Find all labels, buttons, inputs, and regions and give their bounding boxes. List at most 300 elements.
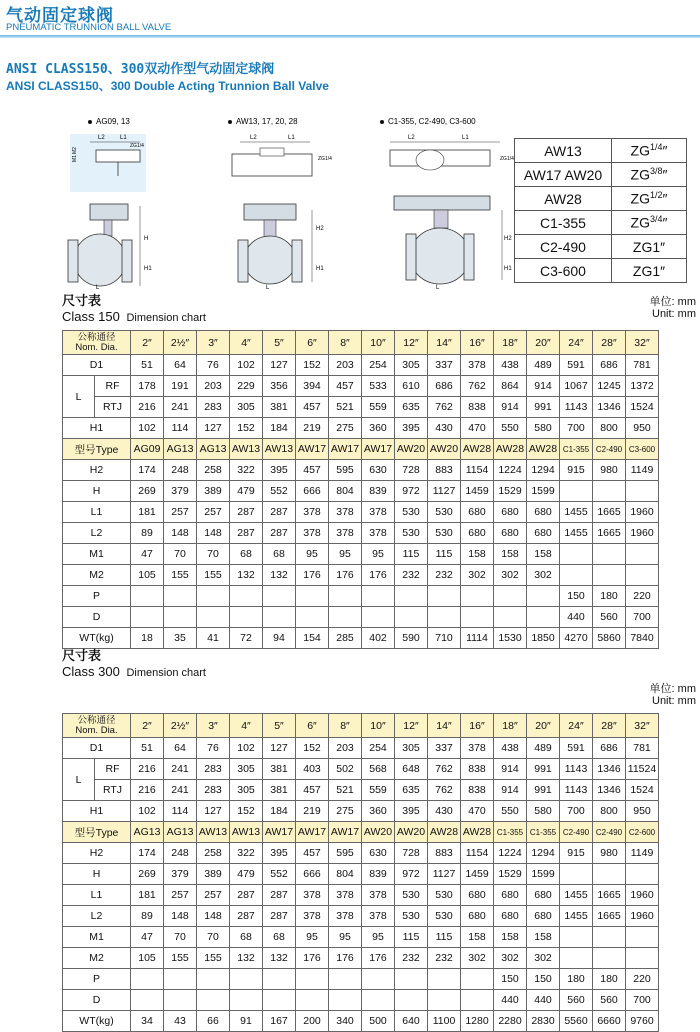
table-cell: 302 [461,565,494,586]
row-label: H1 [63,418,131,439]
table-cell: 102 [131,801,164,822]
table-cell: 360 [362,801,395,822]
table-cell: 915 [560,460,593,481]
table-cell: 114 [164,418,197,439]
table-cell: 762 [428,397,461,418]
table-cell: AW17 [362,439,395,460]
row-label: WT(kg) [63,628,131,649]
table-cell: 630 [362,460,395,481]
table-cell: 105 [131,948,164,969]
table-cell: AG13 [164,439,197,460]
table-cell: 680 [494,885,527,906]
table-cell: 176 [296,948,329,969]
table-cell: 479 [230,481,263,502]
table-cell: 1224 [494,460,527,481]
table-row [63,397,659,418]
table-cell: 1143 [560,759,593,780]
table-cell: AW28 [461,439,494,460]
table-row [63,927,659,948]
table-cell [494,586,527,607]
table-cell: 378 [329,502,362,523]
class150-title-en: Class 150 [62,309,120,324]
table-cell: 781 [626,355,659,376]
table-cell: AW28 [527,439,560,460]
table-cell: 838 [461,780,494,801]
table-row [63,885,659,906]
table-cell: 502 [329,759,362,780]
table-cell: 302 [461,948,494,969]
table-row [63,502,659,523]
table-cell: 680 [461,906,494,927]
table-cell: 430 [428,801,461,822]
table-cell: 521 [329,780,362,801]
table-cell: 680 [494,502,527,523]
connection-port: $ZG^{1/2}''$ [612,187,687,211]
table-cell: 47 [131,927,164,948]
class150-title-en2: Dimension chart [126,312,206,324]
table-cell: 635 [395,397,428,418]
table-cell: 1455 [560,885,593,906]
table-cell: 12″ [395,331,428,355]
table-cell [296,586,329,607]
table-cell: 68 [230,544,263,565]
table-cell [164,607,197,628]
table-cell [197,990,230,1011]
diagram-aw-series [228,117,332,291]
table-cell [560,864,593,885]
table-row [63,822,659,843]
table-cell: 1960 [626,885,659,906]
class300-heading [62,645,206,679]
table-cell: 950 [626,801,659,822]
table-row [63,481,659,502]
row-label: M2 [63,565,131,586]
table-cell [560,927,593,948]
table-cell: 76 [197,738,230,759]
table-cell: 972 [395,864,428,885]
table-cell: 114 [164,801,197,822]
table-cell: 379 [164,864,197,885]
table-row [63,355,659,376]
table-cell: AG13 [164,822,197,843]
table-cell: 3″ [197,331,230,355]
svg-text:L1: L1 [462,135,469,141]
table-cell: AW13 [197,822,230,843]
table-cell [263,586,296,607]
table-cell: 28″ [593,714,626,738]
table-cell [593,864,626,885]
table-cell: 2″ [131,331,164,355]
table-cell: 1960 [626,523,659,544]
table-cell: 216 [131,780,164,801]
table-cell [296,607,329,628]
table-cell: 1455 [560,906,593,927]
row-label: D [63,607,131,628]
table-cell: 530 [395,885,428,906]
table-cell: 559 [362,397,395,418]
table-cell: 1529 [494,481,527,502]
table-cell: 158 [461,544,494,565]
table-cell: 8″ [329,331,362,355]
table-cell: 438 [494,738,527,759]
table-cell: 115 [428,927,461,948]
table-cell: 283 [197,780,230,801]
svg-text:L: L [436,285,440,291]
table-cell: 322 [230,843,263,864]
table-cell: 800 [593,801,626,822]
table-cell: 158 [527,544,560,565]
table-cell: 530 [395,523,428,544]
table-cell: 479 [230,864,263,885]
table-cell [362,607,395,628]
table-cell: 838 [461,397,494,418]
row-label: M2 [63,948,131,969]
table-cell: 530 [395,906,428,927]
row-label: H1 [63,801,131,822]
table-cell: C1-355 [527,822,560,843]
table-row [63,331,659,355]
table-cell: 203 [329,355,362,376]
table-cell: 305 [395,738,428,759]
svg-text:L1: L1 [120,135,127,141]
connection-model: C3-600 [515,259,612,283]
svg-text:L: L [96,285,100,291]
table-cell: 32″ [626,331,659,355]
table-cell: 1149 [626,460,659,481]
row-sub-label: RF [95,759,131,780]
table-cell: 70 [164,544,197,565]
table-cell: AW20 [395,439,428,460]
header-title-zh: 气动固定球阀 [6,6,114,25]
table-cell: 389 [197,481,230,502]
table-cell: 430 [428,418,461,439]
table-cell: 219 [296,801,329,822]
row-label: P [63,969,131,990]
table-cell: 883 [428,460,461,481]
table-cell [626,565,659,586]
table-cell: C2-490 [593,439,626,460]
table-cell: 395 [395,418,428,439]
table-cell: 200 [296,1011,329,1032]
table-cell [626,544,659,565]
svg-text:H1: H1 [316,266,324,272]
table-cell: 220 [626,969,659,990]
table-cell: 580 [527,801,560,822]
table-cell [428,969,461,990]
table-cell [428,990,461,1011]
table-cell: 680 [527,885,560,906]
table-cell: 378 [362,906,395,927]
connection-port: $ZG^{1/4}''$ [612,139,687,163]
table-cell: 287 [230,906,263,927]
table-row [63,990,659,1011]
table-cell [197,969,230,990]
table-cell: 635 [395,780,428,801]
table-cell: 180 [593,969,626,990]
table-cell: C3-600 [626,439,659,460]
table-cell: 580 [527,418,560,439]
table-cell: 533 [362,376,395,397]
table-row [63,607,659,628]
table-cell: 176 [362,948,395,969]
table-cell: 305 [230,780,263,801]
table-cell: 127 [197,418,230,439]
table-cell: 12″ [395,714,428,738]
table-cell: 184 [263,418,296,439]
table-cell: 158 [527,927,560,948]
table-cell: 1530 [494,628,527,649]
table-cell: 440 [494,990,527,1011]
table-row [63,586,659,607]
class300-title-zh: 尺寸表 [62,648,102,663]
table-cell: 20″ [527,331,560,355]
svg-text:L2: L2 [408,135,415,141]
table-cell: 700 [560,418,593,439]
table-cell: 127 [263,738,296,759]
table-cell: 174 [131,460,164,481]
table-cell: 686 [428,376,461,397]
table-cell: 1599 [527,481,560,502]
table-cell: AW13 [263,439,296,460]
table-cell: 680 [494,523,527,544]
table-cell: 378 [329,523,362,544]
table-cell [329,586,362,607]
table-cell: 241 [164,397,197,418]
diagram-1-label: AG09, 13 [96,117,130,126]
connection-port: ZG1″ [612,259,687,283]
table-cell: 32″ [626,714,659,738]
table-cell: 41 [197,628,230,649]
table-cell: 864 [494,376,527,397]
table-cell: 95 [362,544,395,565]
table-cell: 68 [263,544,296,565]
table-cell: 150 [527,969,560,990]
table-cell [230,607,263,628]
table-cell: 287 [230,885,263,906]
table-cell: 915 [560,843,593,864]
table-cell: 95 [296,927,329,948]
svg-text:L: L [266,285,270,291]
row-label: D1 [63,355,131,376]
connection-row [515,163,687,187]
table-cell: 287 [230,523,263,544]
table-cell: 1067 [560,376,593,397]
table-cell: 89 [131,906,164,927]
table-cell: 839 [362,864,395,885]
table-cell: 91 [230,1011,263,1032]
diagram-ag-series [68,117,152,291]
table-cell: 4″ [230,714,263,738]
table-cell [395,607,428,628]
row-label: P [63,586,131,607]
table-cell: AW20 [395,822,428,843]
table-cell: 914 [494,397,527,418]
table-cell: 68 [230,927,263,948]
svg-text:L2: L2 [98,135,105,141]
product-title-zh: ANSI CLASS150、300双动作型气动固定球阀 [6,62,275,77]
row-sub-label: RTJ [95,780,131,801]
table-cell: 66 [197,1011,230,1032]
table-cell: 302 [527,948,560,969]
table-cell [362,990,395,1011]
row-label: 型号Type [63,439,131,460]
table-cell: C1-355 [494,822,527,843]
table-cell [527,607,560,628]
table-cell: 559 [362,780,395,801]
table-cell: 378 [362,885,395,906]
table-row [63,948,659,969]
table-cell: 2½″ [164,714,197,738]
table-cell: 360 [362,418,395,439]
table-cell [329,969,362,990]
table-cell: 10″ [362,714,395,738]
table-cell [164,586,197,607]
table-cell: 980 [593,460,626,481]
table-cell: 438 [494,355,527,376]
table-cell: 152 [296,355,329,376]
table-cell: 51 [131,738,164,759]
table-cell: 6″ [296,331,329,355]
svg-text:H2: H2 [316,226,324,232]
table-cell: 70 [197,927,230,948]
table-cell: 275 [329,418,362,439]
row-group-label: L [63,376,95,418]
table-cell: 152 [230,418,263,439]
table-cell: 4″ [230,331,263,355]
table-cell: AW28 [494,439,527,460]
class150-dimension-table [62,330,659,649]
table-cell: 1524 [626,780,659,801]
table-cell [560,948,593,969]
table-cell [131,990,164,1011]
table-cell: 521 [329,397,362,418]
table-cell: 457 [296,843,329,864]
table-cell: AW28 [428,822,461,843]
table-cell: 686 [593,355,626,376]
table-cell [263,969,296,990]
table-cell: 680 [527,906,560,927]
table-cell: 1455 [560,523,593,544]
row-label: L2 [63,523,131,544]
svg-text:ZG1/4: ZG1/4 [318,156,332,162]
table-cell: 229 [230,376,263,397]
table-cell: 216 [131,759,164,780]
table-cell: 302 [527,565,560,586]
diagram-c-series [380,117,514,291]
table-row [63,714,659,738]
table-cell [164,969,197,990]
table-row [63,906,659,927]
table-cell: 1665 [593,523,626,544]
table-row [63,1011,659,1032]
table-cell: 1665 [593,906,626,927]
table-cell: 232 [428,565,461,586]
table-cell: 1529 [494,864,527,885]
table-cell: 728 [395,460,428,481]
table-cell: 666 [296,481,329,502]
row-label: L2 [63,906,131,927]
table-cell: 89 [131,523,164,544]
table-cell [593,565,626,586]
table-cell: C1-355 [560,439,593,460]
diagram-3-label: C1-355, C2-490, C3-600 [388,117,476,126]
table-cell [362,586,395,607]
table-cell: 203 [197,376,230,397]
table-cell: 1114 [461,628,494,649]
table-cell: 550 [494,801,527,822]
table-cell [263,607,296,628]
svg-text:H1: H1 [504,266,512,272]
table-cell: 680 [461,502,494,523]
table-cell: 5″ [263,714,296,738]
table-cell: 500 [362,1011,395,1032]
table-cell: 150 [560,586,593,607]
table-cell: 176 [296,565,329,586]
table-cell: 258 [197,843,230,864]
table-cell: 155 [197,565,230,586]
table-cell: 4270 [560,628,593,649]
row-label: H [63,481,131,502]
table-cell [461,607,494,628]
table-cell: 1143 [560,397,593,418]
table-cell: 530 [395,502,428,523]
table-cell: 378 [329,906,362,927]
row-label: 公称通径 Nom. Dia. [63,714,131,738]
table-cell: 804 [329,481,362,502]
table-cell: 1372 [626,376,659,397]
connection-row [515,211,687,235]
table-cell: 269 [131,481,164,502]
table-cell: 560 [593,607,626,628]
table-cell: 6660 [593,1011,626,1032]
table-row [63,801,659,822]
table-cell: 804 [329,864,362,885]
table-cell: AW28 [461,822,494,843]
table-cell [593,481,626,502]
table-cell [560,565,593,586]
svg-text:L2: L2 [250,135,257,141]
table-cell: AW17 [263,822,296,843]
table-cell: 680 [461,885,494,906]
table-cell: 155 [164,565,197,586]
table-cell: 560 [560,990,593,1011]
product-title-en: ANSI CLASS150、300 Double Acting Trunnion Ball Valve [6,79,329,93]
table-cell: 178 [131,376,164,397]
table-cell: AG13 [197,439,230,460]
table-cell [230,990,263,1011]
table-cell: 115 [428,544,461,565]
table-cell: 248 [164,843,197,864]
class300-dimension-table [62,713,659,1032]
table-cell: 991 [527,780,560,801]
table-cell: 191 [164,376,197,397]
table-cell [230,969,263,990]
table-cell: 839 [362,481,395,502]
table-cell: 176 [329,948,362,969]
table-cell: 1599 [527,864,560,885]
table-cell: 378 [296,523,329,544]
table-cell: 762 [461,376,494,397]
table-cell: 220 [626,586,659,607]
table-cell: 700 [560,801,593,822]
table-cell: 395 [263,843,296,864]
table-cell: 1455 [560,502,593,523]
table-cell: 700 [626,607,659,628]
table-cell: 378 [296,502,329,523]
table-cell: 991 [527,759,560,780]
table-cell: 127 [263,355,296,376]
table-cell: 14″ [428,714,461,738]
